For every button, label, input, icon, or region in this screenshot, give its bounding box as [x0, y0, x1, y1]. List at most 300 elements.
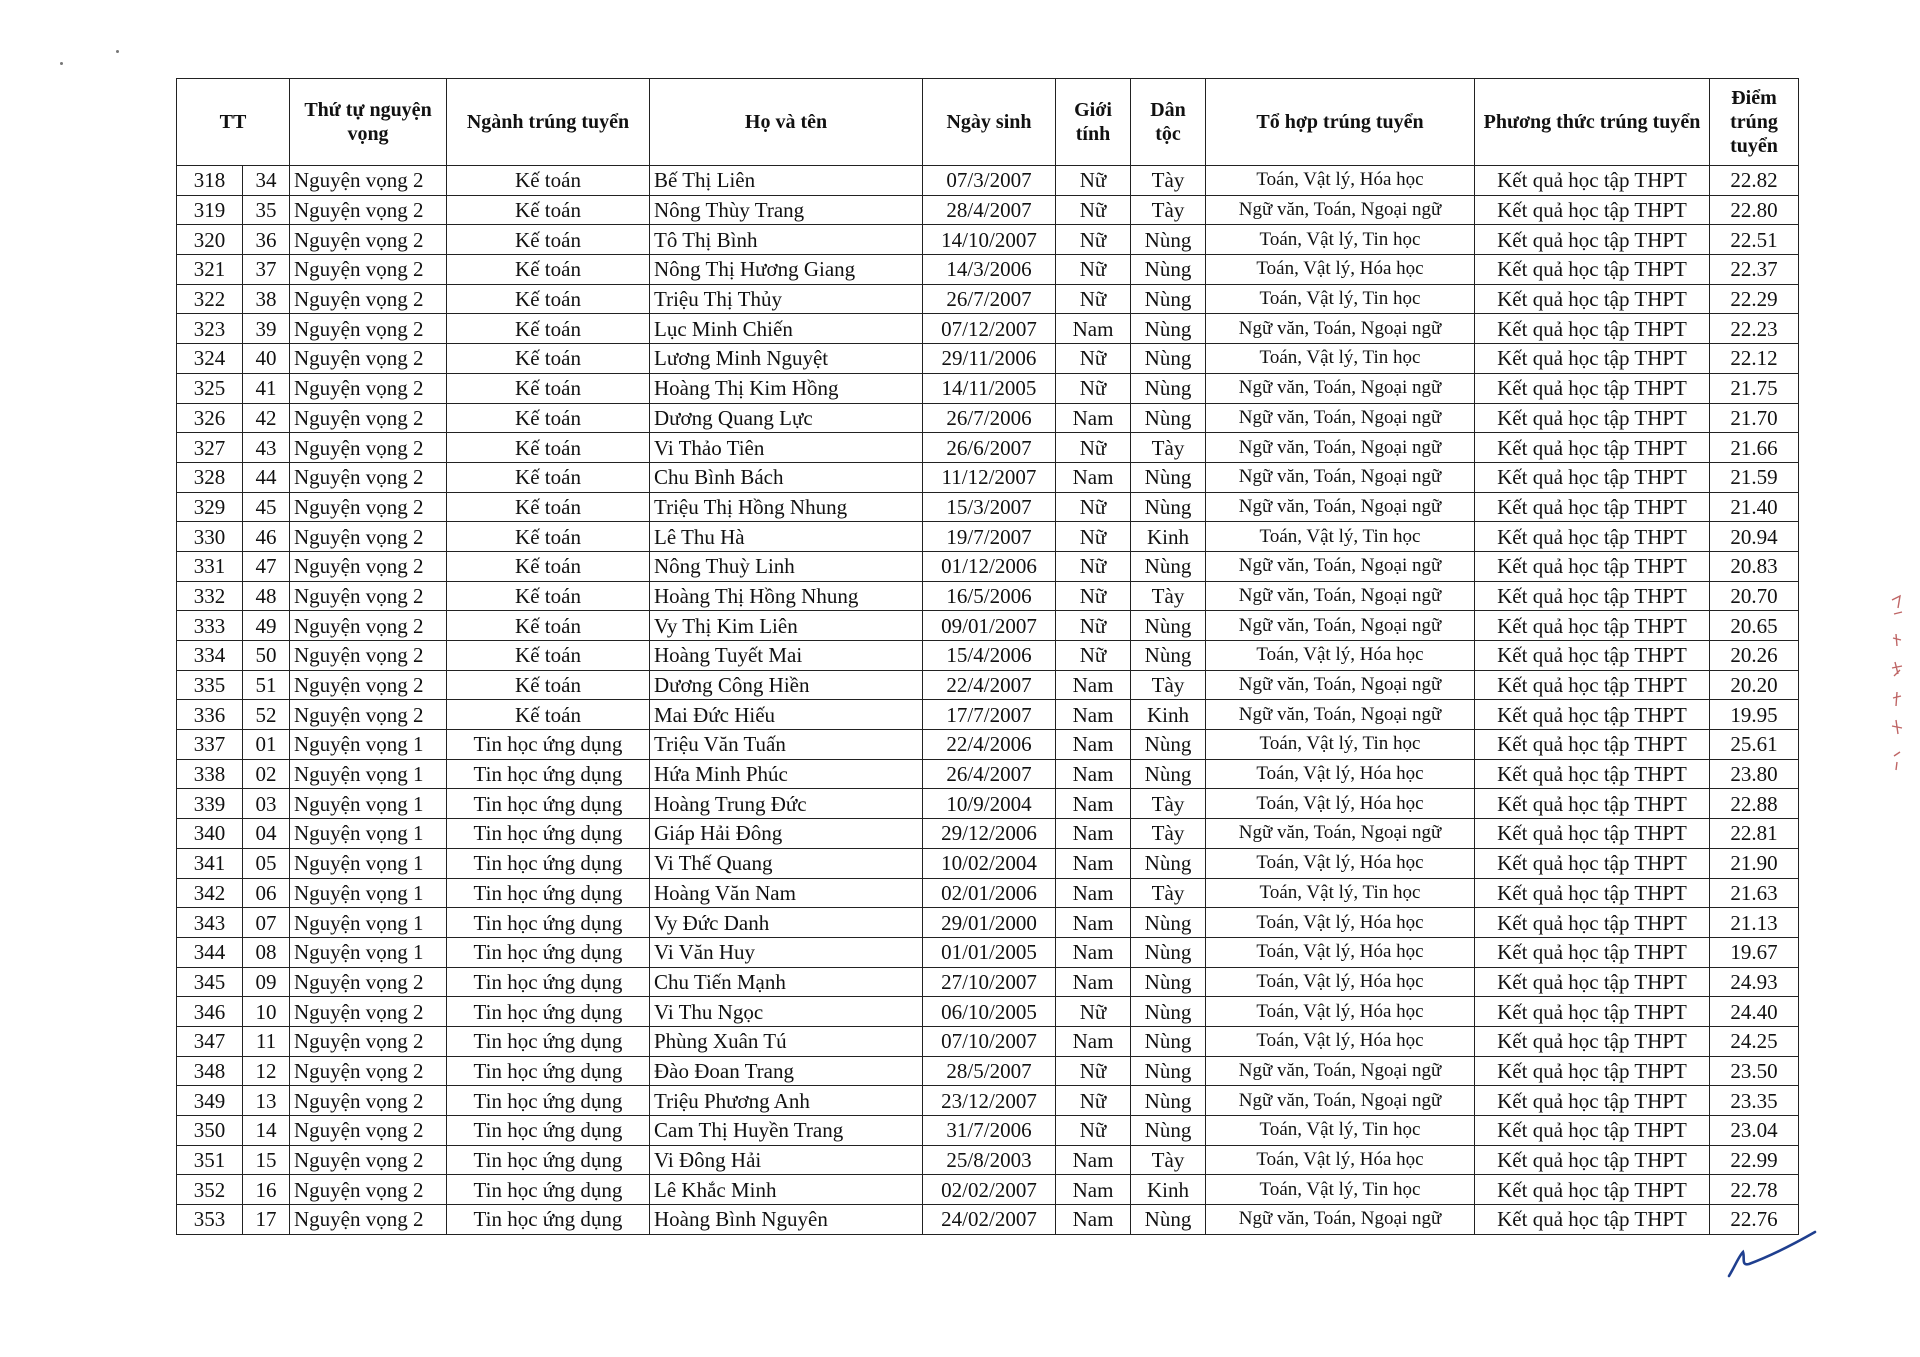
cell-score: 22.82 — [1710, 166, 1799, 196]
scan-speck — [116, 50, 119, 53]
cell-subject-combination: Toán, Vật lý, Tin học — [1206, 284, 1475, 314]
cell-full-name: Nông Thùy Trang — [650, 195, 923, 225]
cell-admission-method: Kết quả học tập THPT — [1475, 1145, 1710, 1175]
table-row — [177, 848, 1799, 878]
cell-score: 21.70 — [1710, 403, 1799, 433]
cell-full-name: Lê Khắc Minh — [650, 1175, 923, 1205]
cell-subject-combination: Ngữ văn, Toán, Ngoại ngữ — [1206, 314, 1475, 344]
cell-full-name: Lê Thu Hà — [650, 522, 923, 552]
cell-choice: Nguyện vọng 1 — [290, 908, 447, 938]
cell-score: 20.20 — [1710, 670, 1799, 700]
cell-row-number: 318 — [177, 166, 243, 196]
cell-choice-order: 47 — [243, 551, 290, 581]
cell-admission-method: Kết quả học tập THPT — [1475, 1026, 1710, 1056]
cell-subject-combination: Ngữ văn, Toán, Ngoại ngữ — [1206, 492, 1475, 522]
header-ho-ten: Họ và tên — [650, 79, 923, 166]
cell-subject-combination: Ngữ văn, Toán, Ngoại ngữ — [1206, 1205, 1475, 1235]
cell-score: 22.81 — [1710, 819, 1799, 849]
cell-gender: Nam — [1056, 759, 1131, 789]
cell-gender: Nữ — [1056, 997, 1131, 1027]
cell-choice: Nguyện vọng 2 — [290, 403, 447, 433]
cell-admission-method: Kết quả học tập THPT — [1475, 819, 1710, 849]
cell-ethnicity: Nùng — [1131, 759, 1206, 789]
cell-ethnicity: Nùng — [1131, 373, 1206, 403]
cell-birth-date: 06/10/2005 — [923, 997, 1056, 1027]
admission-results-sheet — [176, 78, 1798, 1235]
cell-gender: Nữ — [1056, 433, 1131, 463]
cell-subject-combination: Ngữ văn, Toán, Ngoại ngữ — [1206, 581, 1475, 611]
cell-birth-date: 24/02/2007 — [923, 1205, 1056, 1235]
cell-choice-order: 38 — [243, 284, 290, 314]
table-header — [177, 79, 1799, 166]
cell-choice-order: 10 — [243, 997, 290, 1027]
cell-major: Kế toán — [447, 403, 650, 433]
cell-major: Kế toán — [447, 462, 650, 492]
cell-major: Tin học ứng dụng — [447, 1116, 650, 1146]
cell-choice: Nguyện vọng 2 — [290, 1145, 447, 1175]
cell-full-name: Vy Thị Kim Liên — [650, 611, 923, 641]
margin-stamp-icon — [1886, 590, 1910, 800]
cell-gender: Nữ — [1056, 551, 1131, 581]
cell-score: 20.26 — [1710, 641, 1799, 671]
cell-score: 20.94 — [1710, 522, 1799, 552]
cell-major: Kế toán — [447, 314, 650, 344]
cell-score: 21.90 — [1710, 848, 1799, 878]
cell-admission-method: Kết quả học tập THPT — [1475, 225, 1710, 255]
cell-major: Kế toán — [447, 433, 650, 463]
cell-admission-method: Kết quả học tập THPT — [1475, 433, 1710, 463]
cell-major: Tin học ứng dụng — [447, 1175, 650, 1205]
table-row — [177, 462, 1799, 492]
cell-gender: Nam — [1056, 462, 1131, 492]
cell-admission-method: Kết quả học tập THPT — [1475, 1175, 1710, 1205]
cell-ethnicity: Nùng — [1131, 730, 1206, 760]
cell-choice-order: 36 — [243, 225, 290, 255]
cell-birth-date: 07/12/2007 — [923, 314, 1056, 344]
cell-subject-combination: Toán, Vật lý, Hóa học — [1206, 1026, 1475, 1056]
cell-gender: Nam — [1056, 848, 1131, 878]
cell-full-name: Vi Thế Quang — [650, 848, 923, 878]
cell-major: Tin học ứng dụng — [447, 730, 650, 760]
cell-choice-order: 17 — [243, 1205, 290, 1235]
cell-birth-date: 14/3/2006 — [923, 255, 1056, 285]
cell-score: 22.12 — [1710, 344, 1799, 374]
cell-choice-order: 01 — [243, 730, 290, 760]
cell-choice-order: 13 — [243, 1086, 290, 1116]
cell-subject-combination: Ngữ văn, Toán, Ngoại ngữ — [1206, 670, 1475, 700]
cell-choice-order: 43 — [243, 433, 290, 463]
cell-choice-order: 46 — [243, 522, 290, 552]
table-row — [177, 255, 1799, 285]
cell-choice-order: 50 — [243, 641, 290, 671]
cell-gender: Nam — [1056, 908, 1131, 938]
cell-score: 24.93 — [1710, 967, 1799, 997]
table-row — [177, 1145, 1799, 1175]
cell-ethnicity: Nùng — [1131, 462, 1206, 492]
cell-score: 21.40 — [1710, 492, 1799, 522]
cell-score: 22.88 — [1710, 789, 1799, 819]
table-row — [177, 1175, 1799, 1205]
cell-row-number: 322 — [177, 284, 243, 314]
cell-birth-date: 10/9/2004 — [923, 789, 1056, 819]
cell-major: Tin học ứng dụng — [447, 908, 650, 938]
cell-choice: Nguyện vọng 1 — [290, 878, 447, 908]
table-row — [177, 759, 1799, 789]
cell-full-name: Mai Đức Hiếu — [650, 700, 923, 730]
cell-major: Kế toán — [447, 344, 650, 374]
cell-ethnicity: Kinh — [1131, 522, 1206, 552]
cell-ethnicity: Nùng — [1131, 344, 1206, 374]
cell-subject-combination: Ngữ văn, Toán, Ngoại ngữ — [1206, 551, 1475, 581]
cell-score: 23.50 — [1710, 1056, 1799, 1086]
table-row — [177, 166, 1799, 196]
cell-score: 22.99 — [1710, 1145, 1799, 1175]
cell-full-name: Vi Thảo Tiên — [650, 433, 923, 463]
cell-score: 21.66 — [1710, 433, 1799, 463]
header-nguyen-vong: Thứ tự nguyện vọng — [290, 79, 447, 166]
cell-ethnicity: Nùng — [1131, 1116, 1206, 1146]
cell-birth-date: 22/4/2006 — [923, 730, 1056, 760]
cell-choice: Nguyện vọng 1 — [290, 848, 447, 878]
cell-admission-method: Kết quả học tập THPT — [1475, 284, 1710, 314]
cell-full-name: Phùng Xuân Tú — [650, 1026, 923, 1056]
cell-subject-combination: Toán, Vật lý, Hóa học — [1206, 166, 1475, 196]
cell-major: Tin học ứng dụng — [447, 937, 650, 967]
header-diem: Điểm trúng tuyển — [1710, 79, 1799, 166]
cell-birth-date: 02/02/2007 — [923, 1175, 1056, 1205]
cell-admission-method: Kết quả học tập THPT — [1475, 551, 1710, 581]
cell-gender: Nữ — [1056, 255, 1131, 285]
cell-birth-date: 28/5/2007 — [923, 1056, 1056, 1086]
cell-score: 21.75 — [1710, 373, 1799, 403]
cell-major: Kế toán — [447, 551, 650, 581]
cell-choice-order: 35 — [243, 195, 290, 225]
cell-full-name: Nông Thuỳ Linh — [650, 551, 923, 581]
cell-row-number: 328 — [177, 462, 243, 492]
cell-major: Tin học ứng dụng — [447, 1056, 650, 1086]
cell-major: Kế toán — [447, 641, 650, 671]
header-nganh: Ngành trúng tuyển — [447, 79, 650, 166]
cell-birth-date: 01/12/2006 — [923, 551, 1056, 581]
cell-gender: Nam — [1056, 730, 1131, 760]
header-gioi-tinh: Giới tính — [1056, 79, 1131, 166]
cell-row-number: 349 — [177, 1086, 243, 1116]
cell-subject-combination: Toán, Vật lý, Hóa học — [1206, 997, 1475, 1027]
cell-row-number: 333 — [177, 611, 243, 641]
cell-row-number: 341 — [177, 848, 243, 878]
cell-birth-date: 29/01/2000 — [923, 908, 1056, 938]
cell-birth-date: 02/01/2006 — [923, 878, 1056, 908]
cell-choice-order: 39 — [243, 314, 290, 344]
cell-choice: Nguyện vọng 2 — [290, 700, 447, 730]
cell-choice-order: 11 — [243, 1026, 290, 1056]
cell-major: Tin học ứng dụng — [447, 997, 650, 1027]
cell-row-number: 335 — [177, 670, 243, 700]
cell-score: 22.78 — [1710, 1175, 1799, 1205]
cell-major: Tin học ứng dụng — [447, 967, 650, 997]
cell-subject-combination: Ngữ văn, Toán, Ngoại ngữ — [1206, 1086, 1475, 1116]
cell-ethnicity: Nùng — [1131, 403, 1206, 433]
cell-full-name: Hoàng Tuyết Mai — [650, 641, 923, 671]
cell-subject-combination: Ngữ văn, Toán, Ngoại ngữ — [1206, 195, 1475, 225]
cell-gender: Nữ — [1056, 522, 1131, 552]
cell-choice-order: 16 — [243, 1175, 290, 1205]
cell-choice-order: 42 — [243, 403, 290, 433]
cell-admission-method: Kết quả học tập THPT — [1475, 1086, 1710, 1116]
cell-admission-method: Kết quả học tập THPT — [1475, 997, 1710, 1027]
cell-major: Kế toán — [447, 670, 650, 700]
cell-row-number: 338 — [177, 759, 243, 789]
cell-ethnicity: Nùng — [1131, 937, 1206, 967]
cell-birth-date: 17/7/2007 — [923, 700, 1056, 730]
table-row — [177, 908, 1799, 938]
cell-subject-combination: Toán, Vật lý, Hóa học — [1206, 255, 1475, 285]
cell-birth-date: 25/8/2003 — [923, 1145, 1056, 1175]
cell-major: Kế toán — [447, 225, 650, 255]
signature-mark — [1725, 1228, 1820, 1283]
cell-choice: Nguyện vọng 2 — [290, 522, 447, 552]
cell-score: 20.65 — [1710, 611, 1799, 641]
cell-score: 22.76 — [1710, 1205, 1799, 1235]
cell-full-name: Triệu Văn Tuấn — [650, 730, 923, 760]
cell-admission-method: Kết quả học tập THPT — [1475, 462, 1710, 492]
cell-subject-combination: Toán, Vật lý, Hóa học — [1206, 641, 1475, 671]
table-row — [177, 195, 1799, 225]
cell-admission-method: Kết quả học tập THPT — [1475, 730, 1710, 760]
scan-speck — [60, 62, 63, 65]
cell-major: Kế toán — [447, 373, 650, 403]
cell-major: Kế toán — [447, 492, 650, 522]
cell-score: 23.35 — [1710, 1086, 1799, 1116]
cell-major: Kế toán — [447, 255, 650, 285]
cell-gender: Nam — [1056, 819, 1131, 849]
cell-choice-order: 08 — [243, 937, 290, 967]
cell-birth-date: 07/10/2007 — [923, 1026, 1056, 1056]
cell-gender: Nam — [1056, 670, 1131, 700]
cell-choice: Nguyện vọng 2 — [290, 373, 447, 403]
cell-choice: Nguyện vọng 2 — [290, 581, 447, 611]
cell-choice-order: 51 — [243, 670, 290, 700]
cell-row-number: 326 — [177, 403, 243, 433]
cell-choice-order: 06 — [243, 878, 290, 908]
header-row — [177, 79, 1799, 166]
cell-birth-date: 19/7/2007 — [923, 522, 1056, 552]
cell-choice-order: 15 — [243, 1145, 290, 1175]
cell-admission-method: Kết quả học tập THPT — [1475, 967, 1710, 997]
cell-birth-date: 07/3/2007 — [923, 166, 1056, 196]
cell-choice: Nguyện vọng 2 — [290, 225, 447, 255]
cell-ethnicity: Nùng — [1131, 997, 1206, 1027]
cell-gender: Nam — [1056, 967, 1131, 997]
cell-ethnicity: Tày — [1131, 670, 1206, 700]
cell-subject-combination: Ngữ văn, Toán, Ngoại ngữ — [1206, 403, 1475, 433]
cell-gender: Nữ — [1056, 1086, 1131, 1116]
header-dan-toc: Dân tộc — [1131, 79, 1206, 166]
cell-row-number: 320 — [177, 225, 243, 255]
table-row — [177, 1026, 1799, 1056]
cell-major: Kế toán — [447, 522, 650, 552]
cell-birth-date: 26/4/2007 — [923, 759, 1056, 789]
cell-admission-method: Kết quả học tập THPT — [1475, 403, 1710, 433]
cell-full-name: Bế Thị Liên — [650, 166, 923, 196]
cell-birth-date: 10/02/2004 — [923, 848, 1056, 878]
cell-gender: Nam — [1056, 403, 1131, 433]
cell-subject-combination: Ngữ văn, Toán, Ngoại ngữ — [1206, 819, 1475, 849]
cell-score: 19.95 — [1710, 700, 1799, 730]
cell-ethnicity: Tày — [1131, 1145, 1206, 1175]
cell-subject-combination: Ngữ văn, Toán, Ngoại ngữ — [1206, 1056, 1475, 1086]
cell-row-number: 343 — [177, 908, 243, 938]
table-row — [177, 1116, 1799, 1146]
table-row — [177, 937, 1799, 967]
cell-admission-method: Kết quả học tập THPT — [1475, 1116, 1710, 1146]
cell-major: Tin học ứng dụng — [447, 848, 650, 878]
cell-choice-order: 49 — [243, 611, 290, 641]
cell-birth-date: 31/7/2006 — [923, 1116, 1056, 1146]
cell-choice-order: 48 — [243, 581, 290, 611]
cell-admission-method: Kết quả học tập THPT — [1475, 581, 1710, 611]
cell-birth-date: 29/11/2006 — [923, 344, 1056, 374]
cell-row-number: 332 — [177, 581, 243, 611]
cell-choice: Nguyện vọng 1 — [290, 789, 447, 819]
cell-full-name: Nông Thị Hương Giang — [650, 255, 923, 285]
cell-full-name: Hoàng Thị Hồng Nhung — [650, 581, 923, 611]
cell-score: 25.61 — [1710, 730, 1799, 760]
cell-row-number: 352 — [177, 1175, 243, 1205]
cell-gender: Nam — [1056, 937, 1131, 967]
cell-subject-combination: Toán, Vật lý, Tin học — [1206, 522, 1475, 552]
cell-ethnicity: Tày — [1131, 433, 1206, 463]
cell-score: 22.23 — [1710, 314, 1799, 344]
cell-choice-order: 03 — [243, 789, 290, 819]
table-row — [177, 373, 1799, 403]
cell-birth-date: 14/10/2007 — [923, 225, 1056, 255]
cell-birth-date: 09/01/2007 — [923, 611, 1056, 641]
cell-ethnicity: Nùng — [1131, 1086, 1206, 1116]
cell-major: Tin học ứng dụng — [447, 759, 650, 789]
cell-choice: Nguyện vọng 2 — [290, 997, 447, 1027]
cell-ethnicity: Tày — [1131, 195, 1206, 225]
cell-full-name: Hoàng Bình Nguyên — [650, 1205, 923, 1235]
cell-ethnicity: Nùng — [1131, 1205, 1206, 1235]
header-tt: TT — [177, 79, 290, 166]
cell-major: Tin học ứng dụng — [447, 789, 650, 819]
cell-gender: Nữ — [1056, 611, 1131, 641]
cell-major: Kế toán — [447, 195, 650, 225]
cell-ethnicity: Nùng — [1131, 284, 1206, 314]
cell-choice-order: 12 — [243, 1056, 290, 1086]
cell-choice-order: 40 — [243, 344, 290, 374]
cell-choice-order: 41 — [243, 373, 290, 403]
cell-ethnicity: Nùng — [1131, 908, 1206, 938]
cell-choice: Nguyện vọng 1 — [290, 730, 447, 760]
cell-gender: Nữ — [1056, 1056, 1131, 1086]
cell-major: Tin học ứng dụng — [447, 1205, 650, 1235]
cell-row-number: 329 — [177, 492, 243, 522]
cell-ethnicity: Nùng — [1131, 611, 1206, 641]
cell-gender: Nam — [1056, 789, 1131, 819]
cell-subject-combination: Ngữ văn, Toán, Ngoại ngữ — [1206, 433, 1475, 463]
cell-choice: Nguyện vọng 2 — [290, 1056, 447, 1086]
cell-choice: Nguyện vọng 2 — [290, 284, 447, 314]
cell-gender: Nữ — [1056, 1116, 1131, 1146]
cell-choice-order: 52 — [243, 700, 290, 730]
table-row — [177, 403, 1799, 433]
cell-birth-date: 26/7/2006 — [923, 403, 1056, 433]
cell-row-number: 325 — [177, 373, 243, 403]
table-body — [177, 166, 1799, 1235]
cell-score: 20.83 — [1710, 551, 1799, 581]
cell-choice-order: 09 — [243, 967, 290, 997]
cell-choice: Nguyện vọng 2 — [290, 344, 447, 374]
cell-ethnicity: Nùng — [1131, 848, 1206, 878]
cell-gender: Nữ — [1056, 225, 1131, 255]
cell-score: 23.80 — [1710, 759, 1799, 789]
cell-birth-date: 26/7/2007 — [923, 284, 1056, 314]
cell-full-name: Triệu Thị Hồng Nhung — [650, 492, 923, 522]
cell-choice: Nguyện vọng 2 — [290, 641, 447, 671]
cell-row-number: 327 — [177, 433, 243, 463]
cell-row-number: 339 — [177, 789, 243, 819]
cell-ethnicity: Nùng — [1131, 255, 1206, 285]
cell-row-number: 331 — [177, 551, 243, 581]
cell-ethnicity: Nùng — [1131, 551, 1206, 581]
cell-major: Kế toán — [447, 166, 650, 196]
cell-score: 21.63 — [1710, 878, 1799, 908]
cell-score: 24.25 — [1710, 1026, 1799, 1056]
cell-score: 21.13 — [1710, 908, 1799, 938]
cell-birth-date: 26/6/2007 — [923, 433, 1056, 463]
cell-gender: Nam — [1056, 700, 1131, 730]
cell-birth-date: 29/12/2006 — [923, 819, 1056, 849]
cell-admission-method: Kết quả học tập THPT — [1475, 373, 1710, 403]
cell-choice: Nguyện vọng 2 — [290, 462, 447, 492]
cell-choice: Nguyện vọng 2 — [290, 492, 447, 522]
cell-gender: Nữ — [1056, 195, 1131, 225]
cell-subject-combination: Ngữ văn, Toán, Ngoại ngữ — [1206, 611, 1475, 641]
cell-subject-combination: Ngữ văn, Toán, Ngoại ngữ — [1206, 373, 1475, 403]
cell-choice: Nguyện vọng 2 — [290, 670, 447, 700]
cell-full-name: Đào Đoan Trang — [650, 1056, 923, 1086]
cell-admission-method: Kết quả học tập THPT — [1475, 789, 1710, 819]
cell-admission-method: Kết quả học tập THPT — [1475, 641, 1710, 671]
cell-birth-date: 23/12/2007 — [923, 1086, 1056, 1116]
cell-birth-date: 01/01/2005 — [923, 937, 1056, 967]
cell-score: 23.04 — [1710, 1116, 1799, 1146]
table-row — [177, 344, 1799, 374]
cell-admission-method: Kết quả học tập THPT — [1475, 611, 1710, 641]
cell-gender: Nữ — [1056, 344, 1131, 374]
cell-gender: Nữ — [1056, 641, 1131, 671]
cell-row-number: 337 — [177, 730, 243, 760]
cell-subject-combination: Toán, Vật lý, Hóa học — [1206, 789, 1475, 819]
cell-choice: Nguyện vọng 2 — [290, 1175, 447, 1205]
cell-choice-order: 04 — [243, 819, 290, 849]
cell-score: 24.40 — [1710, 997, 1799, 1027]
cell-full-name: Vi Văn Huy — [650, 937, 923, 967]
cell-choice: Nguyện vọng 2 — [290, 1086, 447, 1116]
cell-row-number: 321 — [177, 255, 243, 285]
cell-row-number: 350 — [177, 1116, 243, 1146]
cell-row-number: 340 — [177, 819, 243, 849]
cell-full-name: Hoàng Thị Kim Hồng — [650, 373, 923, 403]
cell-ethnicity: Kinh — [1131, 1175, 1206, 1205]
cell-row-number: 324 — [177, 344, 243, 374]
table-row — [177, 581, 1799, 611]
cell-admission-method: Kết quả học tập THPT — [1475, 848, 1710, 878]
cell-choice-order: 07 — [243, 908, 290, 938]
cell-row-number: 334 — [177, 641, 243, 671]
